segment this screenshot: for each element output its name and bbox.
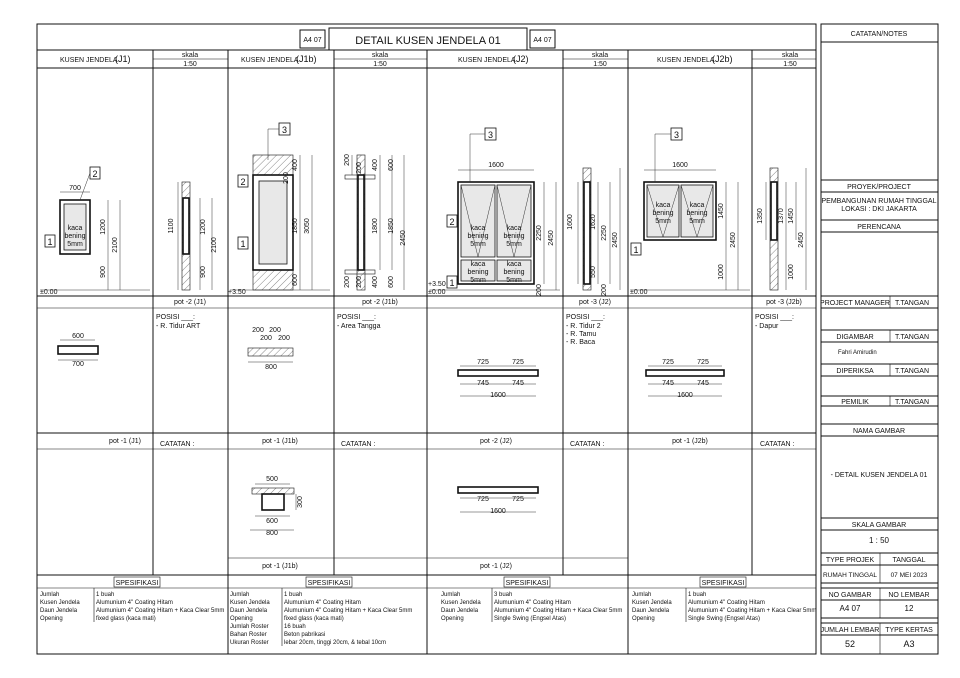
svg-text:1450: 1450 <box>788 208 795 224</box>
svg-text:1850: 1850 <box>292 218 299 234</box>
svg-text:NO GAMBAR: NO GAMBAR <box>828 592 872 599</box>
svg-text:5mm: 5mm <box>506 277 522 284</box>
pot-j1b-h: pot -1 (J1b) <box>262 438 298 445</box>
j2-bottom-section <box>458 487 538 515</box>
header-j1-label: KUSEN JENDELA <box>60 57 118 64</box>
posisi-j1b: - Area Tangga <box>337 323 381 330</box>
svg-text:1600: 1600 <box>488 162 504 169</box>
svg-text:550: 550 <box>590 266 597 278</box>
drawer-name: Fahri Amirudin <box>838 350 877 356</box>
kertas-value: A3 <box>903 639 915 649</box>
header-j1b-code: (J1b) <box>296 54 317 64</box>
scale-value: 1 : 50 <box>868 536 890 545</box>
spec-key: Daun Jendela <box>40 608 78 614</box>
header-j1b-scale: 1:50 <box>373 61 387 68</box>
svg-text:200: 200 <box>344 154 351 166</box>
spec-value: Single Swing (Engsel Atas) <box>688 616 761 622</box>
spec-value: 1 buah <box>284 592 303 598</box>
posisi-j2-3: - R. Baca <box>566 339 596 346</box>
svg-text:5mm: 5mm <box>655 218 671 225</box>
spec-key: Opening <box>632 616 655 622</box>
svg-text:T.TANGAN: T.TANGAN <box>894 399 930 406</box>
svg-text:1600: 1600 <box>490 508 506 515</box>
svg-text:1600: 1600 <box>677 392 693 399</box>
svg-text:1600: 1600 <box>490 392 506 399</box>
pot-j2b-h: pot -1 (J2b) <box>672 438 708 445</box>
spec-key: Opening <box>230 616 253 622</box>
posisi-j2b: - Dapur <box>755 323 779 330</box>
svg-text:3: 3 <box>281 125 288 135</box>
svg-text:1600: 1600 <box>567 214 574 230</box>
svg-text:CATATAN/NOTES: CATATAN/NOTES <box>850 31 908 38</box>
jumlah-value: 52 <box>844 639 856 649</box>
svg-text:725: 725 <box>662 359 674 366</box>
svg-text:±0.00: ±0.00 <box>630 289 648 296</box>
svg-text:2250: 2250 <box>601 225 608 241</box>
svg-text:200: 200 <box>283 172 290 184</box>
svg-text:1: 1 <box>47 237 53 247</box>
svg-text:200: 200 <box>601 284 608 296</box>
header-j1b-skala: skala <box>371 52 389 59</box>
svg-text:745: 745 <box>512 380 524 387</box>
pot-j1-h: pot -1 (J1) <box>109 438 141 445</box>
svg-text:800: 800 <box>266 530 278 537</box>
svg-text:bening: bening <box>652 210 674 217</box>
svg-text:500: 500 <box>266 476 278 483</box>
spec-key: Daun Jendela <box>441 608 479 614</box>
svg-text:5mm: 5mm <box>67 241 83 248</box>
svg-text:SPESIFIKASI: SPESIFIKASI <box>505 580 549 587</box>
paper-code-left: A4 07 <box>303 37 322 44</box>
svg-text:1200: 1200 <box>100 219 107 235</box>
spec-key: Bahan Roster <box>230 632 267 638</box>
sheet-title: DETAIL KUSEN JENDELA 01 <box>355 35 501 47</box>
svg-text:3: 3 <box>487 130 494 140</box>
svg-text:kaca: kaca <box>689 202 705 209</box>
posisi-j1: - R. Tidur ART <box>156 323 201 330</box>
header-j1-skala: skala <box>181 52 199 59</box>
header-j1b-label: KUSEN JENDELA <box>241 57 299 64</box>
svg-text:2450: 2450 <box>730 232 737 248</box>
svg-text:kaca: kaca <box>67 225 83 232</box>
svg-text:PROYEK/PROJECT: PROYEK/PROJECT <box>847 184 911 191</box>
spec-value: Alumunium 4" Coating Hitam + Kaca Clear 5mm <box>284 608 413 614</box>
spec-value: 1 buah <box>688 592 707 598</box>
svg-text:1: 1 <box>633 245 639 255</box>
svg-text:bening: bening <box>64 233 86 240</box>
svg-text:2100: 2100 <box>211 237 218 253</box>
pot-j1-v: pot -2 (J1) <box>174 299 206 306</box>
svg-text:PERENCANA: PERENCANA <box>857 224 901 231</box>
spec-key: Daun Jendela <box>632 608 670 614</box>
svg-text:300: 300 <box>297 496 304 508</box>
svg-text:725: 725 <box>512 359 524 366</box>
svg-text:200: 200 <box>252 327 264 334</box>
svg-text:SPESIFIKASI: SPESIFIKASI <box>701 580 745 587</box>
spec-key: Jumlah <box>230 592 250 598</box>
svg-text:800: 800 <box>265 364 277 371</box>
catatan-j2: CATATAN : <box>570 441 605 448</box>
spec-key: Kusen Jendela <box>441 600 481 606</box>
svg-text:POSISI ___:: POSISI ___: <box>755 314 794 321</box>
header-j2-code: (J2) <box>513 54 529 64</box>
svg-text:±0.00: ±0.00 <box>428 289 446 296</box>
svg-text:1600: 1600 <box>672 162 688 169</box>
svg-text:2250: 2250 <box>536 225 543 241</box>
svg-text:5mm: 5mm <box>689 218 705 225</box>
svg-text:745: 745 <box>477 380 489 387</box>
svg-text:600: 600 <box>388 159 395 171</box>
svg-text:200: 200 <box>260 335 272 342</box>
svg-text:NO LEMBAR: NO LEMBAR <box>888 592 930 599</box>
svg-text:1800: 1800 <box>372 218 379 234</box>
svg-text:+3.50: +3.50 <box>228 289 246 296</box>
svg-text:SPESIFIKASI: SPESIFIKASI <box>307 580 351 587</box>
j1-plan <box>58 333 98 368</box>
svg-text:DIPERIKSA: DIPERIKSA <box>836 368 874 375</box>
svg-text:1200: 1200 <box>200 219 207 235</box>
paper-code-right: A4 07 <box>533 37 552 44</box>
svg-text:200: 200 <box>269 327 281 334</box>
svg-text:bening: bening <box>467 269 489 276</box>
header-j2b-scale: 1:50 <box>783 61 797 68</box>
j1b-elevation <box>228 123 330 296</box>
svg-text:5mm: 5mm <box>470 241 486 248</box>
svg-text:600: 600 <box>388 276 395 288</box>
header-j2-label: KUSEN JENDELA <box>458 57 516 64</box>
spec-value: lebar 20cm, tinggi 20cm, & tebal 10cm <box>284 640 387 646</box>
header-j1-scale: 1:50 <box>183 61 197 68</box>
svg-text:400: 400 <box>372 276 379 288</box>
svg-text:200: 200 <box>344 276 351 288</box>
spec-key: Jumlah Roster <box>230 624 269 630</box>
svg-text:TANGGAL: TANGGAL <box>892 557 926 564</box>
svg-text:1000: 1000 <box>788 264 795 280</box>
svg-text:POSISI ___:: POSISI ___: <box>337 314 376 321</box>
j2b-section <box>757 168 806 290</box>
spec-value: Alumunium 4" Coating Hitam <box>494 600 571 606</box>
svg-text:POSISI ___:: POSISI ___: <box>566 314 605 321</box>
svg-text:T.TANGAN: T.TANGAN <box>894 368 930 375</box>
header-j2b-skala: skala <box>781 52 799 59</box>
j2-plan <box>458 359 538 399</box>
pot-j2-h: pot -2 (J2) <box>480 438 512 445</box>
header-j2-scale: 1:50 <box>593 61 607 68</box>
svg-text:200: 200 <box>356 162 363 174</box>
j1b-plan <box>248 327 293 371</box>
svg-text:1: 1 <box>449 278 455 288</box>
svg-text:745: 745 <box>697 380 709 387</box>
svg-text:NAMA GAMBAR: NAMA GAMBAR <box>852 428 906 435</box>
pot-j2-v: pot -3 (J2) <box>579 299 611 306</box>
title-block <box>820 24 938 654</box>
j2b-plan <box>646 359 724 399</box>
svg-text:700: 700 <box>69 185 81 192</box>
svg-text:bening: bening <box>467 233 489 240</box>
svg-text:bening: bening <box>503 269 525 276</box>
svg-text:600: 600 <box>266 518 278 525</box>
svg-text:T.TANGAN: T.TANGAN <box>894 300 930 307</box>
j2b-elevation <box>630 128 750 296</box>
svg-text:700: 700 <box>72 361 84 368</box>
svg-text:600: 600 <box>292 274 299 286</box>
svg-text:725: 725 <box>477 496 489 503</box>
posisi-j2-2: - R. Tamu <box>566 331 597 338</box>
svg-text:2450: 2450 <box>400 230 407 246</box>
j1-elevation <box>40 167 150 296</box>
spec-key: Kusen Jendela <box>230 600 270 606</box>
spec-value: Alumunium 4" Coating Hitam <box>284 600 361 606</box>
svg-text:bening: bening <box>686 210 708 217</box>
svg-text:1370: 1370 <box>778 208 785 224</box>
spec-value: fixed glass (kaca mati) <box>96 616 156 622</box>
svg-text:PEMBANGUNAN RUMAH TINGGAL: PEMBANGUNAN RUMAH TINGGAL <box>821 198 937 205</box>
svg-text:T.TANGAN: T.TANGAN <box>894 334 930 341</box>
svg-text:bening: bening <box>503 233 525 240</box>
svg-text:725: 725 <box>512 496 524 503</box>
svg-text:+3.50: +3.50 <box>428 281 446 288</box>
svg-text:JUMLAH LEMBAR: JUMLAH LEMBAR <box>820 627 880 634</box>
date-value: 07 MEI 2023 <box>890 572 928 579</box>
spec-value: Alumunium 4" Coating Hitam + Kaca Clear 5mm <box>96 608 225 614</box>
spec-key: Kusen Jendela <box>40 600 80 606</box>
spec-value: Alumunium 4" Coating Hitam + Kaca Clear 5mm <box>688 608 817 614</box>
svg-text:2450: 2450 <box>798 232 805 248</box>
spec-key: Opening <box>40 616 63 622</box>
spec-value: fixed glass (kaca mati) <box>284 616 344 622</box>
svg-text:1000: 1000 <box>718 264 725 280</box>
svg-text:2450: 2450 <box>612 232 619 248</box>
spec-value: Alumunium 4" Coating Hitam + Kaca Clear 5mm <box>494 608 623 614</box>
svg-text:kaca: kaca <box>506 261 522 268</box>
svg-text:kaca: kaca <box>655 202 671 209</box>
svg-text:400: 400 <box>292 159 299 171</box>
j1b-bottom-section <box>250 476 304 537</box>
drawing-name: - DETAIL KUSEN JENDELA 01 <box>830 472 928 479</box>
header-j2b-label: KUSEN JENDELA <box>657 57 715 64</box>
spec-key: Kusen Jendela <box>632 600 672 606</box>
spec-key: Ukuran Roster <box>230 640 269 646</box>
svg-text:5mm: 5mm <box>506 241 522 248</box>
spec-key: Opening <box>441 616 464 622</box>
svg-text:TYPE PROJEK: TYPE PROJEK <box>825 557 875 564</box>
spec-key: Jumlah <box>40 592 60 598</box>
spec-value: 3 buah <box>494 592 513 598</box>
svg-text:kaca: kaca <box>470 261 486 268</box>
svg-text:PROJECT MANAGER: PROJECT MANAGER <box>820 300 890 307</box>
svg-text:kaca: kaca <box>470 225 486 232</box>
svg-text:SKALA GAMBAR: SKALA GAMBAR <box>851 522 907 529</box>
svg-text:2450: 2450 <box>548 230 555 246</box>
j2-elevation <box>428 128 560 296</box>
svg-text:2: 2 <box>449 217 455 227</box>
svg-text:1850: 1850 <box>388 218 395 234</box>
j1b-section <box>344 154 407 290</box>
header-j2b-code: (J2b) <box>712 54 733 64</box>
pot-j2b-v: pot -3 (J2b) <box>766 299 802 306</box>
catatan-j2b: CATATAN : <box>760 441 795 448</box>
svg-text:900: 900 <box>200 266 207 278</box>
spec-key: Jumlah <box>441 592 461 598</box>
svg-text:1450: 1450 <box>718 203 725 219</box>
svg-text:3: 3 <box>673 130 680 140</box>
spec-value: Beton pabrikasi <box>284 632 326 638</box>
svg-text:745: 745 <box>662 380 674 387</box>
catatan-j1: CATATAN : <box>160 441 195 448</box>
svg-text:DIGAMBAR: DIGAMBAR <box>836 334 874 341</box>
svg-text:200: 200 <box>536 284 543 296</box>
posisi-j2-1: - R. Tidur 2 <box>566 323 601 330</box>
svg-text:200: 200 <box>278 335 290 342</box>
svg-text:1: 1 <box>240 239 246 249</box>
type-value: RUMAH TINGGAL <box>822 572 878 579</box>
svg-text:TYPE KERTAS: TYPE KERTAS <box>885 627 933 634</box>
no-lembar-value: 12 <box>904 604 914 613</box>
svg-text:LOKASI : DKI JAKARTA: LOKASI : DKI JAKARTA <box>841 206 917 213</box>
svg-text:1100: 1100 <box>168 218 175 234</box>
svg-text:2: 2 <box>92 169 98 179</box>
svg-text:1350: 1350 <box>757 208 764 224</box>
pot-j1b-h2: pot -1 (J1b) <box>262 563 298 570</box>
svg-text:5mm: 5mm <box>470 277 486 284</box>
svg-text:kaca: kaca <box>506 225 522 232</box>
pot-j1b-v: pot -2 (J1b) <box>362 299 398 306</box>
svg-text:400: 400 <box>372 159 379 171</box>
spec-value: Alumunium 4" Coating Hitam <box>96 600 173 606</box>
spec-key: Daun Jendela <box>230 608 268 614</box>
spec-key: Jumlah <box>632 592 652 598</box>
spec-value: 1 buah <box>96 592 115 598</box>
svg-text:±0.00: ±0.00 <box>40 289 58 296</box>
pot-j2-h2: pot -1 (J2) <box>480 563 512 570</box>
catatan-j1b: CATATAN : <box>341 441 376 448</box>
svg-text:SPESIFIKASI: SPESIFIKASI <box>115 580 159 587</box>
svg-text:PEMILIK: PEMILIK <box>841 399 869 406</box>
spec-value: 16 buah <box>284 624 306 630</box>
svg-text:725: 725 <box>697 359 709 366</box>
svg-text:900: 900 <box>100 266 107 278</box>
svg-text:3050: 3050 <box>304 218 311 234</box>
no-gambar-value: A4 07 <box>839 604 861 613</box>
svg-text:200: 200 <box>356 276 363 288</box>
svg-text:1620: 1620 <box>590 214 597 230</box>
svg-text:POSISI ___:: POSISI ___: <box>156 314 195 321</box>
header-j2-skala: skala <box>591 52 609 59</box>
svg-text:600: 600 <box>72 333 84 340</box>
svg-text:2: 2 <box>240 177 246 187</box>
spec-value: Single Swing (Engsel Atas) <box>494 616 567 622</box>
svg-text:2100: 2100 <box>112 237 119 253</box>
spec-value: Alumunium 4" Coating Hitam <box>688 600 765 606</box>
header-j1-code: (J1) <box>115 54 131 64</box>
j1-section <box>168 182 218 290</box>
svg-text:725: 725 <box>477 359 489 366</box>
